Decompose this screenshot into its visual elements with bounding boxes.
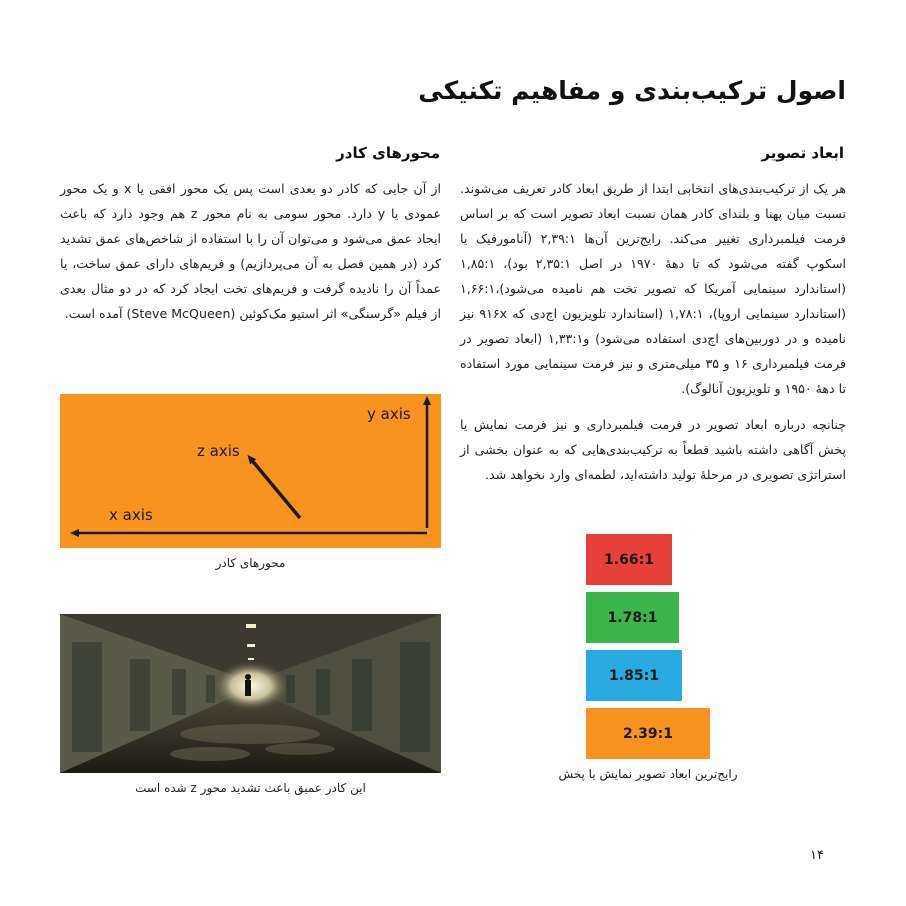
page-number: ۱۴	[810, 848, 824, 863]
ratio-bar-1-85-1: 1.85:1	[586, 650, 682, 701]
aspect-ratio-paragraph-2: چنانچه درباره ابعاد تصویر در فرمت فیلمبرداری و نیز فرمت نمایش یا پخش آگاهی داشته باشید قطعاً به ترکیب‌بندی‌هایی که به عنوان بخشی از استراتژی تصویری در مرحلهٔ تولید داشته‌اید، لطمه‌ای وارد نخواهد شد.	[460, 417, 846, 482]
frame-axes-paragraph: از آن جایی که کادر دو بعدی است پس یک محور افقی یا x و یک محور عمودی یا y دارد. محور سومی به نام محور z هم وجود دارد که باعث ایجاد عمق می‌شود و می‌توان آن را با استفاده از شاخص‌های عمق تشدید کرد (در همین فصل به آن می‌پردازیم) و فریم‌های دارای عمق ساخت، یا عمداً آن را نادیده گرفت و فریم‌های تخت ایجاد کرد که در دو مثال بعدی از فیلم «گرسنگی» اثر استیو مک‌کوئین (Steve McQueen) آمده است.	[60, 181, 441, 321]
y-axis-label: y axis	[367, 405, 411, 423]
aspect-ratio-bars	[586, 534, 710, 758]
corridor-photo	[60, 614, 441, 773]
section-heading-frame-axes: محورهای کادر	[336, 144, 440, 162]
z-axis-line	[250, 458, 300, 518]
axes-svg	[60, 394, 441, 548]
ratio-bar-2-39-1: 2.39:1	[586, 708, 710, 759]
z-axis-label: z axis	[197, 442, 240, 460]
ratio-bar-1-66-1: 1.66:1	[586, 534, 672, 585]
section-heading-aspect-ratio: ابعاد تصویر	[761, 144, 844, 162]
aspect-ratio-paragraph-1: هر یک از ترکیب‌بندی‌های انتخابی ابتدا از طریق ابعاد کادر تعریف می‌شوند. نسبت میان پهنا و بلندای کادر همان نسبت ابعاد تصویر است که بر اساس فرمت فیلمبرداری تغییر می‌کند. رایج‌ترین آن‌ها ۲,۳۹:۱ (آنامورفیک یا اسکوپ گفته می‌شود که تا دههٔ ۱۹۷۰ در اصل ۲,۳۵:۱ بود)، ۱,۸۵:۱ (استاندارد سینمایی آمریکا که تصویر تخت هم نامیده می‌شود)،۱,۶۶:۱ (استاندارد سینمایی اروپا)، ۱,۷۸:۱ (استاندارد تلویزیون اچ‌دی که ۹۱۶x نیز نامیده و در دوربین‌های اچ‌دی استفاده می‌شود) و۱,۳۳:۱ (ابعاد تصویر در فرمت فیلمبرداری ۱۶ و ۳۵ میلی‌متری و نیز فرمت سینمایی مورد استفاده تا دههٔ ۱۹۵۰ و تلویزیون آنالوگ).	[460, 181, 847, 396]
photo-caption: این کادر عمیق باعث تشدید محور z شده است	[135, 781, 366, 795]
ratios-caption: رایج‌ترین ابعاد تصویر نمایش یا پخش	[558, 767, 738, 781]
page-title: اصول ترکیب‌بندی و مفاهیم تکنیکی	[418, 76, 846, 105]
ratio-bar-1-78-1: 1.78:1	[586, 592, 679, 643]
corridor-illustration	[60, 614, 441, 773]
x-axis-label: x axis	[109, 506, 153, 524]
axes-diagram	[60, 394, 441, 548]
axes-caption: محورهای کادر	[215, 556, 286, 570]
